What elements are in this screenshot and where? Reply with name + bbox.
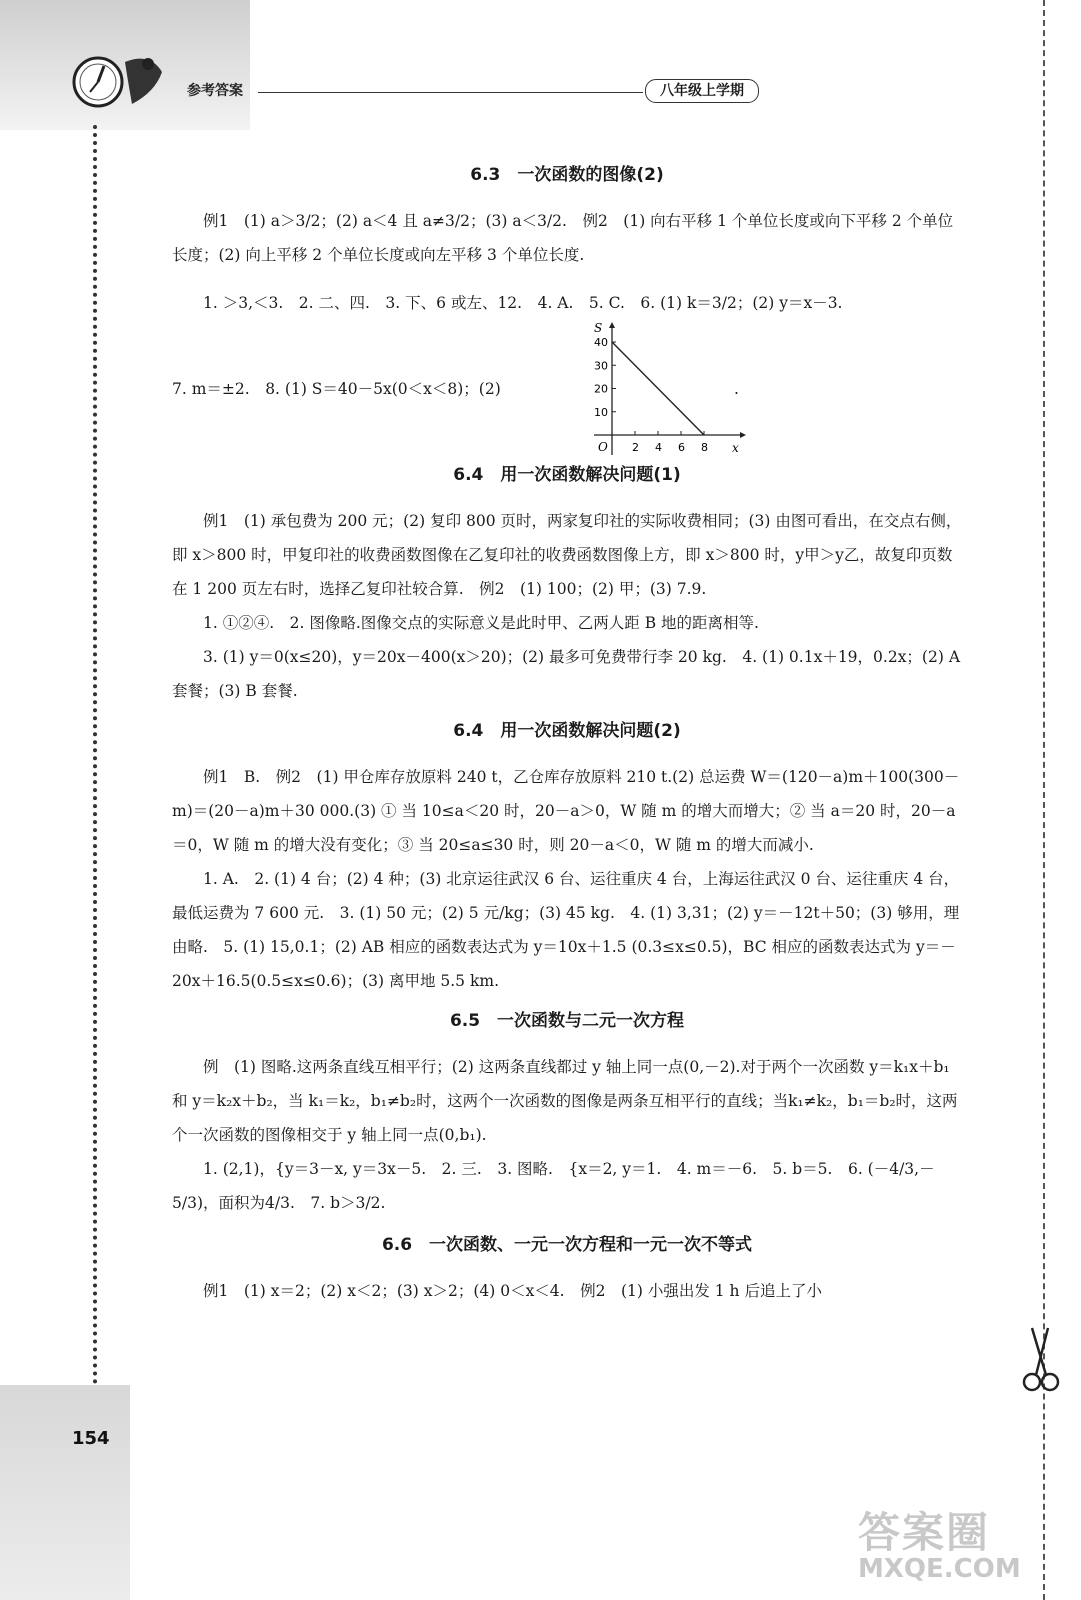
y-tick-label: 40 [594, 336, 608, 349]
scissors-icon [1020, 1320, 1060, 1400]
exercise-paragraph: 1. (2,1)，{y＝3－x, y＝3x－5. 2. 三. 3. 图略. {x＝2, y＝1. 4. m＝－6. 5. b＝5. 6. (－4/3,－5/3)，面积为4/3. 7. b＞3/2. [172, 1160, 935, 1212]
section-title: 6.5 一次函数与二元一次方程 [449, 1011, 685, 1031]
origin-label: O [598, 440, 608, 454]
section-title: 6.6 一次函数、一元一次方程和一元一次不等式 [381, 1235, 753, 1255]
trailing-dot: . [734, 380, 739, 398]
page-number-band [0, 1385, 130, 1600]
x-tick-label: 8 [701, 441, 708, 454]
example-paragraph: 例1 B. 例2 (1) 甲仓库存放原料 240 t，乙仓库存放原料 210 t.(2) 总运费 W＝(120－a)m＋100(300－m)＝(20－a)m＋30 000.(3) ① 当 10≤a＜20 时，20－a＞0，W 随 m 的增大而增大；② 当 a＝20 时，20－a＝0，W 随 m 的增大没有变化；③ 当 20≤a≤30 时，则 20－a＜0，W 随 m 的增大而减小. [172, 768, 960, 854]
header-grade-label: 八年级上学期 [645, 79, 759, 103]
y-tick-label: 20 [594, 382, 608, 396]
section-title: 6.4 用一次函数解决问题(1) [453, 465, 681, 485]
watermark-logo: 答案圈 [858, 1508, 991, 1557]
section-title: 6.4 用一次函数解决问题(2) [453, 721, 681, 741]
line-graph [580, 320, 750, 458]
function-line [612, 342, 704, 435]
x-tick-label: 2 [632, 441, 639, 454]
y-axis-label: S [594, 321, 603, 335]
x-tick-label: 6 [678, 441, 685, 454]
x-axis-label: x [732, 441, 739, 455]
watermark-url: MXQE.COM [858, 1554, 1021, 1584]
example-paragraph: 例1 (1) 承包费为 200 元；(2) 复印 800 页时，两家复印社的实际收费相同；(3) 由图可看出，在交点右侧，即 x＞800 时，甲复印社的收费函数图像在乙复印社的收费函数图像上方，即 x＞800 时，y甲＞y乙，故复印页数在 1 200 页左右时，选择乙复印社较合算. 例2 (1) 100；(2) 甲；(3) 7.9. [172, 512, 962, 598]
exercise-paragraph: 1. A. 2. (1) 4 台；(2) 4 种；(3) 北京运往武汉 6 台、运往重庆 4 台，上海运往武汉 0 台、运往重庆 4 台，最低运费为 7 600 元. 3. (1) 50 元；(2) 5 元/kg；(3) 45 kg. 4. (1) 3,31；(2) y＝－12t＋50；(3) 够用，理由略. 5. (1) 15,0.1；(2) AB 相应的函数表达式为 y＝10x＋1.5 (0.3≤x≤0.5)，BC 相应的函数表达式为 y＝－20x＋16.5(0.5≤x≤0.6)；(3) 离甲地 5.5 km. [172, 870, 960, 990]
answer-content [172, 160, 962, 1308]
y-tick-label: 30 [594, 359, 608, 373]
exercise-paragraph: 1. ①②④. 2. 图像略.图像交点的实际意义是此时甲、乙两人距 B 地的距离相等. [203, 614, 759, 632]
watermark [858, 1500, 1063, 1595]
header-rule [258, 92, 643, 93]
section-title: 6.3 一次函数的图像(2) [470, 165, 664, 185]
exercise-paragraph: 1. ＞3,＜3. 2. 二、四. 3. 下、6 或左、12. 4. A. 5. C. 6. (1) k＝3/2；(2) y＝x－3. [203, 294, 843, 312]
example-paragraph: 例1 (1) a＞3/2；(2) a＜4 且 a≠3/2；(3) a＜3/2. 例2 (1) 向右平移 1 个单位长度或向下平移 2 个单位长度；(2) 向上平移 2 个单位长度或向左平移 3 个单位长度. [172, 212, 954, 264]
x-tick-label: 4 [655, 441, 662, 454]
exercise-paragraph: 3. (1) y＝0(x≤20)，y＝20x－400(x＞20)；(2) 最多可免费带行李 20 kg. 4. (1) 0.1x＋19，0.2x；(2) A 套餐；(3) B 套餐. [172, 648, 961, 700]
example-paragraph: 例1 (1) x＝2；(2) x＜2；(3) x＞2；(4) 0＜x＜4. 例2 (1) 小强出发 1 h 后追上了小 [203, 1282, 822, 1300]
binding-dotted-line [93, 125, 97, 1385]
y-tick-label: 10 [594, 405, 608, 419]
example-paragraph: 例 (1) 图略.这两条直线互相平行；(2) 这两条直线都过 y 轴上同一点(0,－2).对于两个一次函数 y＝k₁x＋b₁和 y＝k₂x＋b₂，当 k₁＝k₂，b₁≠b₂时，这两个一次函数的图像是两条互相平行的直线；当k₁≠k₂，b₁＝b₂时，这两个一次函数的图像相交于 y 轴上同一点(0,b₁). [172, 1058, 958, 1144]
header-section-label: 参考答案 [187, 83, 243, 99]
page-number: 154 [72, 1428, 110, 1449]
graph-row [172, 320, 962, 460]
compass-clock-logo-icon [70, 52, 170, 112]
exercise-paragraph: 7. m＝±2. 8. (1) S＝40－5x(0＜x＜8)；(2) [172, 380, 501, 398]
